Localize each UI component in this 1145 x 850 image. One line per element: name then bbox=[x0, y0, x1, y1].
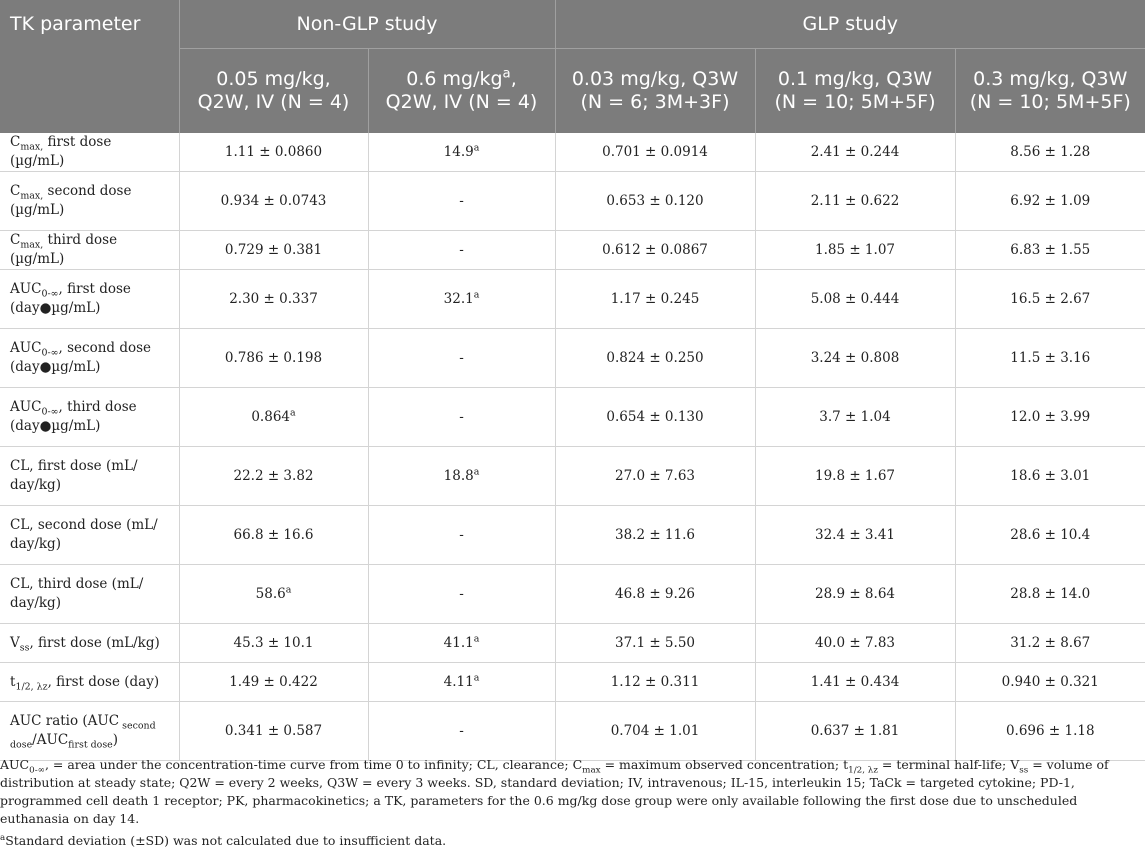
table-row bbox=[0, 231, 1145, 270]
table-cell: - bbox=[368, 702, 555, 761]
row-parameter-label: $AUC_{0-\infty}$, second dose (day●µg/mL) bbox=[0, 329, 179, 388]
table-cell: 18.8$^a$ bbox=[368, 447, 555, 506]
table-cell: 2.11 ± 0.622 bbox=[755, 172, 955, 231]
table-cell: 0.729 ± 0.381 bbox=[179, 231, 368, 270]
table-cell: 28.8 ± 14.0 bbox=[955, 565, 1145, 624]
glp-study-header: GLP study bbox=[555, 0, 1145, 49]
table-cell: 40.0 ± 7.83 bbox=[755, 624, 955, 663]
table-cell: 8.56 ± 1.28 bbox=[955, 133, 1145, 172]
table-cell: - bbox=[368, 329, 555, 388]
table-cell: 66.8 ± 16.6 bbox=[179, 506, 368, 565]
table-cell: 28.9 ± 8.64 bbox=[755, 565, 955, 624]
tk-parameter-header: TK parameter bbox=[0, 0, 179, 133]
table-cell: 11.5 ± 3.16 bbox=[955, 329, 1145, 388]
table-cell: 2.30 ± 0.337 bbox=[179, 270, 368, 329]
table-cell: - bbox=[368, 388, 555, 447]
dose-header-0-6: 0.6 $mg/kg^a$, Q2W, IV (N = 4) bbox=[368, 49, 555, 134]
row-parameter-label: AUC ratio (AUC $_{second}$ $_{dose}/AUC_{first dose}$) bbox=[0, 702, 179, 761]
table-cell: - bbox=[368, 565, 555, 624]
table-cell: 1.49 ± 0.422 bbox=[179, 663, 368, 702]
table-cell: 45.3 ± 10.1 bbox=[179, 624, 368, 663]
dose-header-0-1: 0.1 mg/kg, Q3W (N = 10; 5M+5F) bbox=[755, 49, 955, 134]
table-row bbox=[0, 270, 1145, 329]
row-parameter-label: $AUC_{0-\infty}$, first dose (day●µg/mL) bbox=[0, 270, 179, 329]
table-cell: 37.1 ± 5.50 bbox=[555, 624, 755, 663]
table-cell: 27.0 ± 7.63 bbox=[555, 447, 755, 506]
table-row bbox=[0, 506, 1145, 565]
table-cell: - bbox=[368, 231, 555, 270]
table-cell: 38.2 ± 11.6 bbox=[555, 506, 755, 565]
dose-header-0-3: 0.3 mg/kg, Q3W (N = 10; 5M+5F) bbox=[955, 49, 1145, 134]
table-row bbox=[0, 565, 1145, 624]
row-parameter-label: $C_{max,}$ third dose (µg/mL) bbox=[0, 231, 179, 270]
table-cell: 0.864$^a$ bbox=[179, 388, 368, 447]
table-cell: 0.653 ± 0.120 bbox=[555, 172, 755, 231]
table-row bbox=[0, 133, 1145, 172]
table-cell: 0.612 ± 0.0867 bbox=[555, 231, 755, 270]
table-cell: 0.940 ± 0.321 bbox=[955, 663, 1145, 702]
table-cell: 0.341 ± 0.587 bbox=[179, 702, 368, 761]
table-cell: 3.24 ± 0.808 bbox=[755, 329, 955, 388]
table-cell: 31.2 ± 8.67 bbox=[955, 624, 1145, 663]
table-cell: 32.1$^a$ bbox=[368, 270, 555, 329]
table-cell: 0.786 ± 0.198 bbox=[179, 329, 368, 388]
table-cell: 1.17 ± 0.245 bbox=[555, 270, 755, 329]
table-row bbox=[0, 702, 1145, 761]
table-cell: 0.654 ± 0.130 bbox=[555, 388, 755, 447]
row-parameter-label: CL, first dose (mL/ day/kg) bbox=[0, 447, 179, 506]
table-cell: 4.11$^a$ bbox=[368, 663, 555, 702]
row-parameter-label: $AUC_{0-\infty}$, third dose (day●µg/mL) bbox=[0, 388, 179, 447]
table-row bbox=[0, 388, 1145, 447]
footnote-abbreviations: $AUC_{0-\infty}$, = area under the concentration-time curve from time 0 to infinity; CL, clearance; $C_{max}$ = maximum observed concentration; $t_{1/2, \lambda z}$ = terminal half-life; $V_{ss}$ = volume of distribution at steady state; Q2W = every 2 weeks, Q3W = every 3 weeks. SD, standard deviation; IV, intravenous; IL-15, interleukin 15; TaCk = targeted cytokine; PD-1, programmed cell death 1 receptor; PK, pharmacokinetics; a TK, parameters for the 0.6 mg/kg dose group were only available following the first dose due to unscheduled euthanasia on day 14. bbox=[0, 757, 1109, 826]
row-parameter-label: CL, second dose (mL/ day/kg) bbox=[0, 506, 179, 565]
table-cell: 0.696 ± 1.18 bbox=[955, 702, 1145, 761]
table-cell: - bbox=[368, 172, 555, 231]
table-cell: 3.7 ± 1.04 bbox=[755, 388, 955, 447]
table-cell: 46.8 ± 9.26 bbox=[555, 565, 755, 624]
row-parameter-label: $V_{ss}$, first dose (mL/kg) bbox=[0, 624, 179, 663]
table-cell: 58.6$^a$ bbox=[179, 565, 368, 624]
table-cell: 41.1$^a$ bbox=[368, 624, 555, 663]
table-cell: 28.6 ± 10.4 bbox=[955, 506, 1145, 565]
dose-header-0-05: 0.05 mg/kg, Q2W, IV (N = 4) bbox=[179, 49, 368, 134]
non-glp-study-header: Non-GLP study bbox=[179, 0, 555, 49]
table-cell: 0.824 ± 0.250 bbox=[555, 329, 755, 388]
table-cell: 0.637 ± 1.81 bbox=[755, 702, 955, 761]
table-cell: 1.85 ± 1.07 bbox=[755, 231, 955, 270]
table-cell: 18.6 ± 3.01 bbox=[955, 447, 1145, 506]
row-parameter-label: $C_{max,}$ first dose (µg/mL) bbox=[0, 133, 179, 172]
table-cell: 1.11 ± 0.0860 bbox=[179, 133, 368, 172]
table-cell: 2.41 ± 0.244 bbox=[755, 133, 955, 172]
table-row bbox=[0, 447, 1145, 506]
table-cell: 14.9$^a$ bbox=[368, 133, 555, 172]
table-cell: 5.08 ± 0.444 bbox=[755, 270, 955, 329]
table-cell: 16.5 ± 2.67 bbox=[955, 270, 1145, 329]
row-parameter-label: CL, third dose (mL/ day/kg) bbox=[0, 565, 179, 624]
table-row bbox=[0, 329, 1145, 388]
table-cell: 19.8 ± 1.67 bbox=[755, 447, 955, 506]
table-cell: 1.12 ± 0.311 bbox=[555, 663, 755, 702]
table-cell: 6.92 ± 1.09 bbox=[955, 172, 1145, 231]
table-row bbox=[0, 172, 1145, 231]
footnote-a: $^a$Standard deviation (±SD) was not calculated due to insufficient data. bbox=[0, 832, 447, 848]
table-row bbox=[0, 624, 1145, 663]
table-cell: 22.2 ± 3.82 bbox=[179, 447, 368, 506]
table-cell: 0.701 ± 0.0914 bbox=[555, 133, 755, 172]
dose-header-0-03: 0.03 mg/kg, Q3W (N = 6; 3M+3F) bbox=[555, 49, 755, 134]
table-row bbox=[0, 663, 1145, 702]
table-cell: 6.83 ± 1.55 bbox=[955, 231, 1145, 270]
table-cell: - bbox=[368, 506, 555, 565]
table-cell: 0.934 ± 0.0743 bbox=[179, 172, 368, 231]
table-cell: 32.4 ± 3.41 bbox=[755, 506, 955, 565]
row-parameter-label: $C_{max,}$ second dose (µg/mL) bbox=[0, 172, 179, 231]
table-cell: 0.704 ± 1.01 bbox=[555, 702, 755, 761]
table-cell: 1.41 ± 0.434 bbox=[755, 663, 955, 702]
table-footnote bbox=[0, 756, 1140, 850]
row-parameter-label: $t_{1/2, \lambda z}$, first dose (day) bbox=[0, 663, 179, 702]
table-cell: 12.0 ± 3.99 bbox=[955, 388, 1145, 447]
